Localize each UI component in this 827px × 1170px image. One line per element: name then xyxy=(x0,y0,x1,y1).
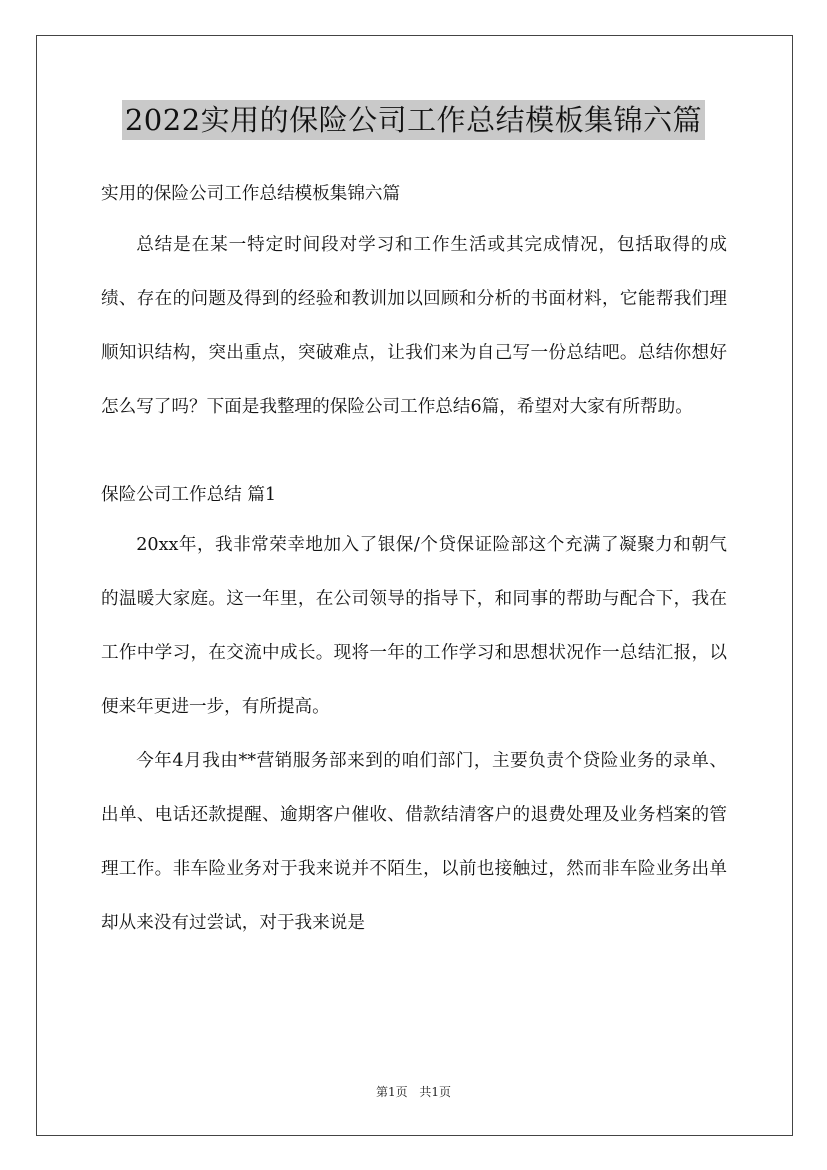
body-paragraph-2: 今年4月我由**营销服务部来到的咱们部门，主要负责个贷险业务的录单、出单、电话还款提醒、逾期客户催收、借款结清客户的退费处理及业务档案的管理工作。非车险业务对于我来说并不陌生，以前也接触过，然而非车险业务出单却从来没有过尝试，对于我来说是 xyxy=(101,751,727,933)
intro-paragraph: 总结是在某一特定时间段对学习和工作生活或其完成情况，包括取得的成绩、存在的问题及得到的经验和教训加以回顾和分析的书面材料，它能帮我们理顺知识结构，突出重点，突破难点，让我们来为自己写一份总结吧。总结你想好怎么写了吗？下面是我整理的保险公司工作总结6篇，希望对大家有所帮助。 xyxy=(101,235,727,417)
title-container xyxy=(0,100,827,140)
body-paragraph-1: 20xx年，我非常荣幸地加入了银保/个贷保证险部这个充满了凝聚力和朝气的温暖大家庭。这一年里，在公司领导的指导下，和同事的帮助与配合下，我在工作中学习，在交流中成长。现将一年的工作学习和思想状况作一总结汇报，以便来年更进一步，有所提高。 xyxy=(101,535,727,717)
document-title: 2022实用的保险公司工作总结模板集锦六篇 xyxy=(122,100,705,140)
page-footer xyxy=(0,1084,827,1100)
section-heading: 保险公司工作总结 篇1 xyxy=(101,485,277,505)
page-total: 共1页 xyxy=(419,1085,452,1099)
page-number: 第1页 xyxy=(375,1085,408,1099)
document-body xyxy=(101,177,727,950)
document-subtitle: 实用的保险公司工作总结模板集锦六篇 xyxy=(101,184,401,204)
